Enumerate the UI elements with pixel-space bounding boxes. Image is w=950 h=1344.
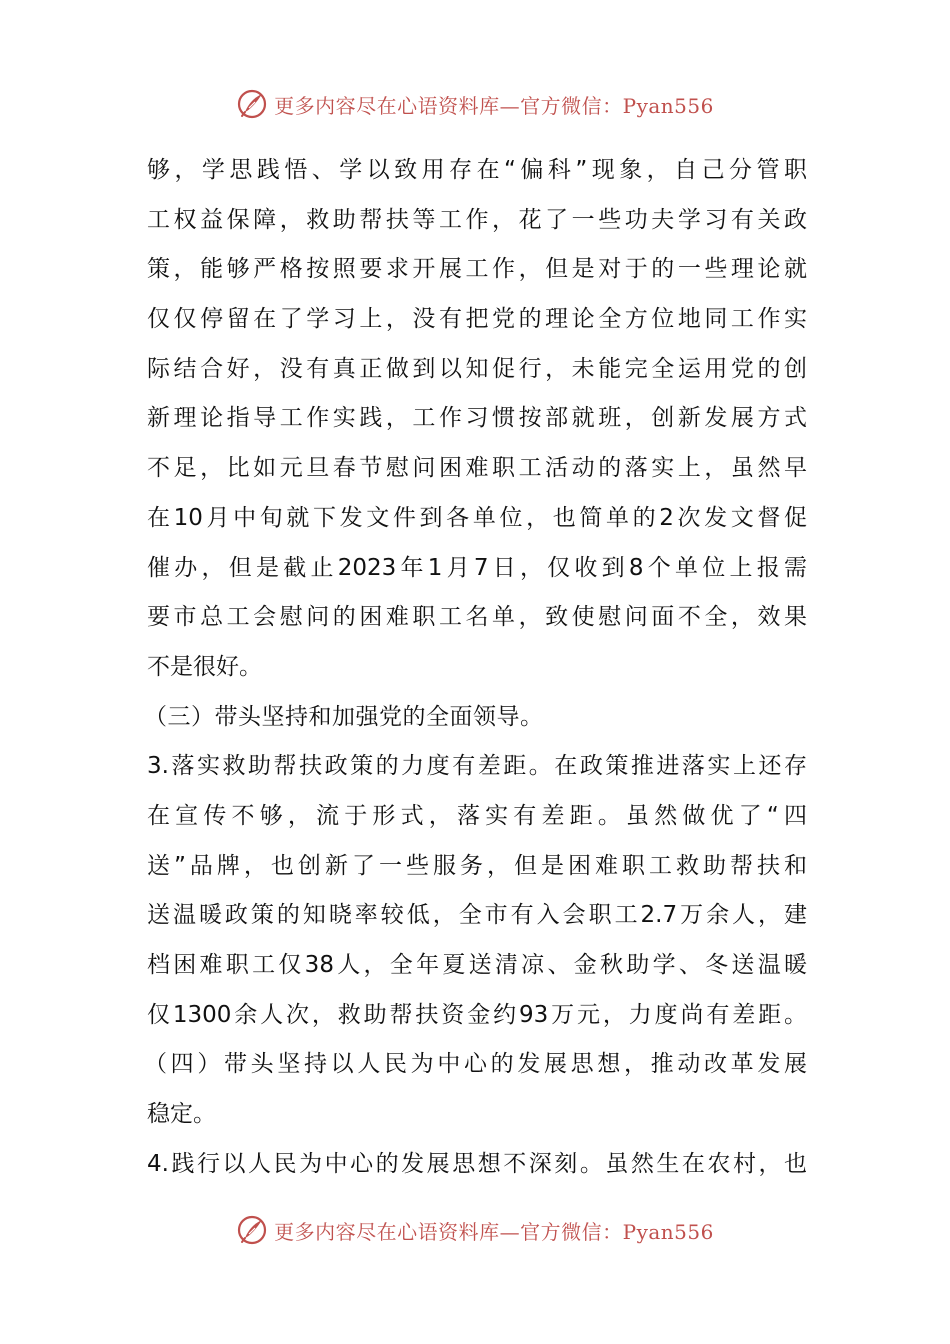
text-line: 仅仅停留在了学习上，没有把党的理论全方位地同工作实 — [147, 306, 807, 333]
text-line: 在10月中旬就下发文件到各单位，也简单的2次发文督促 — [147, 504, 807, 531]
section-heading-4: （四）带头坚持以人民为中心的发展思想，推动改革发展 — [144, 1051, 807, 1078]
text-line: 稳定。 — [147, 1101, 216, 1128]
text-line: 催办，但是截止2023年1月7日，仅收到8个单位上报需 — [147, 554, 807, 581]
text-line: 新理论指导工作实践，工作习惯按部就班，创新发展方式 — [147, 405, 807, 432]
footer-watermark-banner — [0, 1210, 950, 1250]
body-text — [144, 146, 807, 1189]
text-line: 送”品牌，也创新了一些服务，但是困难职工救助帮扶和 — [147, 852, 807, 879]
text-line: 档困难职工仅38人，全年夏送清凉、金秋助学、冬送温暖 — [147, 952, 807, 978]
feather-pen-logo-icon — [236, 88, 268, 120]
text-line: 要市总工会慰问的困难职工名单，致使慰问面不全，效果 — [147, 604, 807, 631]
text-line: 仅1300余人次，救助帮扶资金约93万元，力度尚有差距。 — [147, 1001, 807, 1028]
text-line: 送温暖政策的知晓率较低，全市有入会职工2.7万余人，建 — [147, 902, 807, 929]
section-heading-3: （三）带头坚持和加强党的全面领导。 — [144, 703, 544, 730]
text-line: 不是很好。 — [147, 653, 262, 680]
footer-banner-text: 更多内容尽在心语资料库—官方微信：Pyan556 — [274, 1219, 714, 1244]
feather-pen-logo-icon — [236, 1214, 268, 1246]
text-line: 够，学思践悟、学以致用存在“偏科”现象，自己分管职 — [147, 157, 807, 183]
header-banner-text: 更多内容尽在心语资料库—官方微信：Pyan556 — [274, 93, 714, 118]
text-line: 3.落实救助帮扶政策的力度有差距。在政策推进落实上还存 — [147, 753, 807, 780]
header-watermark-banner — [0, 84, 950, 124]
text-line: 在宣传不够，流于形式，落实有差距。虽然做优了“四 — [147, 802, 807, 829]
text-line: 4.践行以人民为中心的发展思想不深刻。虽然生在农村，也 — [147, 1150, 807, 1177]
text-line: 不足，比如元旦春节慰问困难职工活动的落实上，虽然早 — [147, 455, 807, 482]
text-line: 策，能够严格按照要求开展工作，但是对于的一些理论就 — [147, 256, 807, 283]
text-line: 工权益保障，救助帮扶等工作，花了一些功夫学习有关政 — [147, 206, 807, 233]
text-line: 际结合好，没有真正做到以知促行，未能完全运用党的创 — [147, 355, 807, 382]
